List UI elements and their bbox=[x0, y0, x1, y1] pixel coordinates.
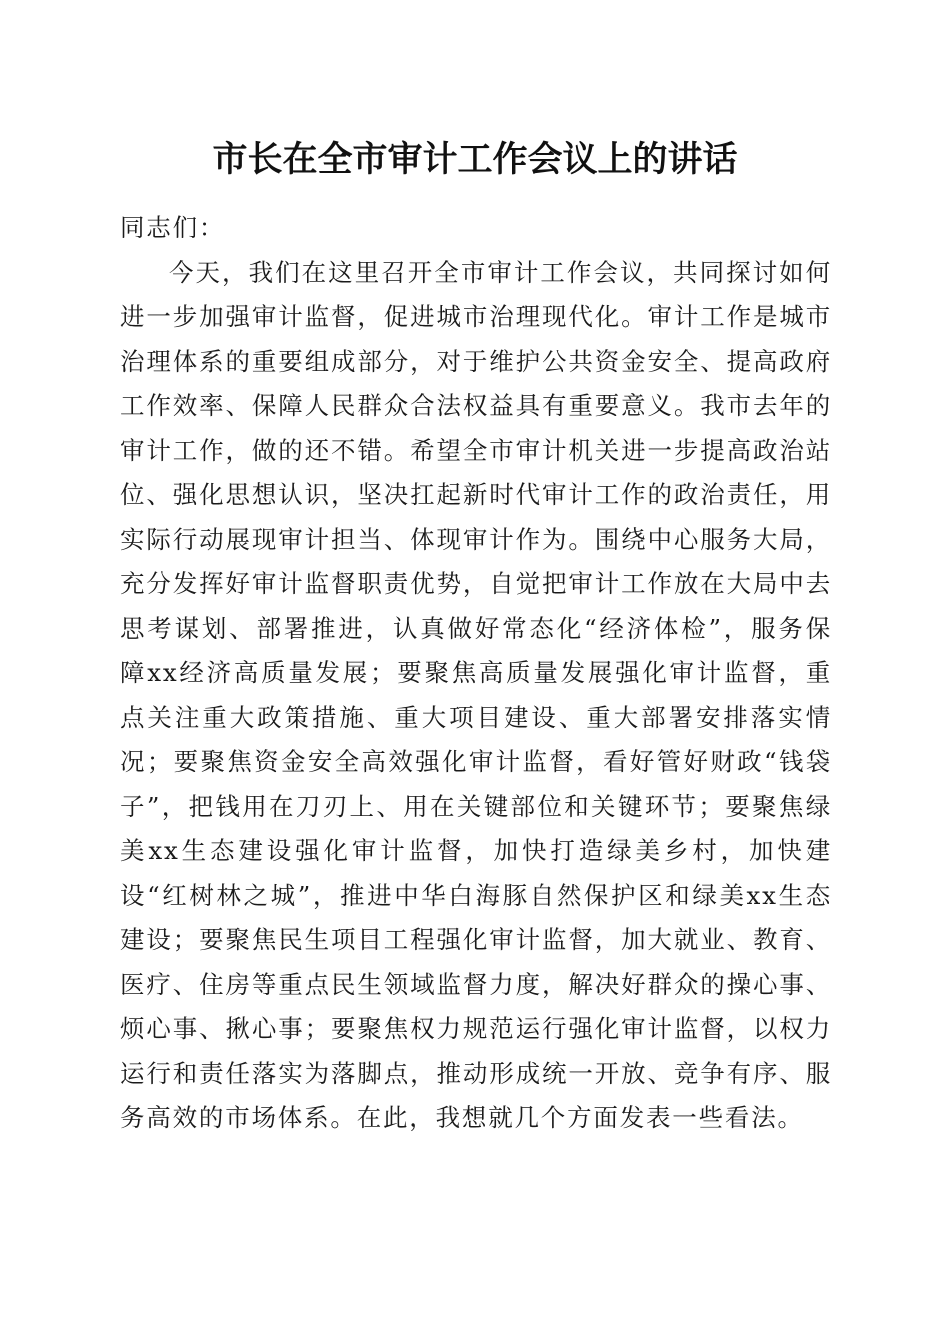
document-body bbox=[120, 206, 832, 1141]
salutation: 同志们： bbox=[120, 213, 226, 242]
document-title: 市长在全市审计工作会议上的讲话 bbox=[212, 139, 738, 180]
paragraph: 今天，我们在这里召开全市审计工作会议，共同探讨如何进一步加强审计监督，促进城市治理现代化。审计工作是城市治理体系的重要组成部分，对于维护公共资金安全、提高政府工作效率、保障人民群众合法权益具有重要意义。我市去年的审计工作，做的还不错。希望全市审计机关进一步提高政治站位、强化思想认识，坚决扛起新时代审计工作的政治责任，用实际行动展现审计担当、体现审计作为。围绕中心服务大局，充分发挥好审计监督职责优势，自觉把审计工作放在大局中去思考谋划、部署推进，认真做好常态化“经济体检”，服务保障xx经济高质量发展；要聚焦高质量发展强化审计监督，重点关注重大政策措施、重大项目建设、重大部署安排落实情况；要聚焦资金安全高效强化审计监督，看好管好财政“钱袋子”，把钱用在刀刃上、用在关键部位和关键环节；要聚焦绿美xx生态建设强化审计监督，加快打造绿美乡村，加快建设“红树林之城”，推进中华白海豚自然保护区和绿美xx生态建设；要聚焦民生项目工程强化审计监督，加大就业、教育、医疗、住房等重点民生领域监督力度，解决好群众的操心事、烦心事、揪心事；要聚焦权力规范运行强化审计监督，以权力运行和责任落实为落脚点，推动形成统一开放、竞争有序、服务高效的市场体系。在此，我想就几个方面发表一些看法。 bbox=[120, 257, 832, 1132]
